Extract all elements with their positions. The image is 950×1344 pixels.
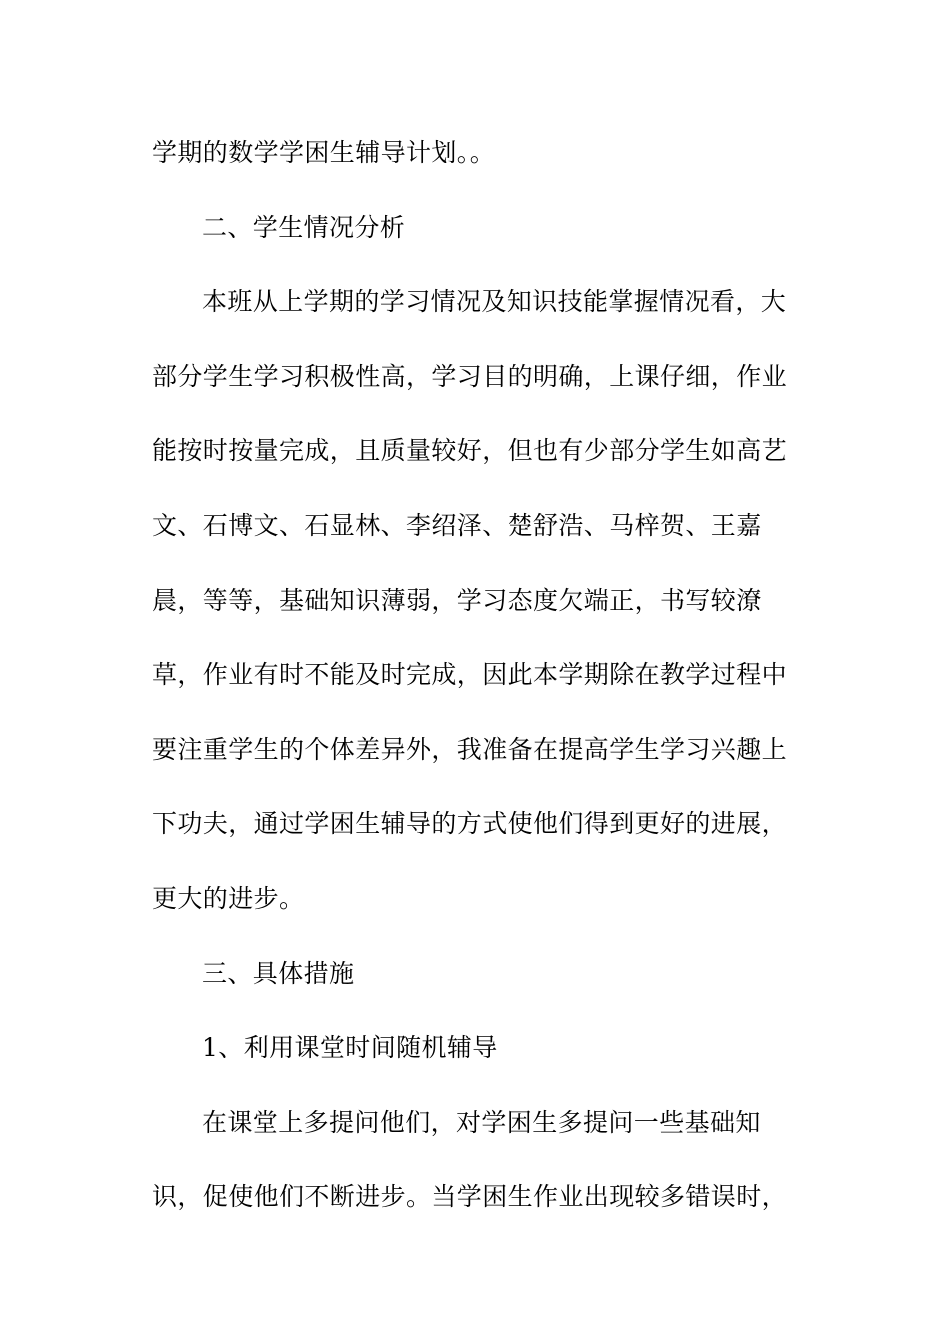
text-line: 能按时按量完成，且质量较好，但也有少部分学生如高艺 bbox=[152, 436, 788, 466]
text-line: 下功夫，通过学困生辅导的方式使他们得到更好的进展， bbox=[152, 809, 788, 839]
text-line: 晨，等等，基础知识薄弱，学习态度欠端正，书写较潦 bbox=[152, 585, 762, 615]
text-line: 文、石博文、石显林、李绍泽、楚舒浩、马梓贺、王嘉 bbox=[152, 510, 762, 540]
text-line: 在课堂上多提问他们，对学困生多提问一些基础知 bbox=[202, 1107, 761, 1137]
text-line: 本班从上学期的学习情况及知识技能掌握情况看，大 bbox=[202, 287, 787, 317]
text-line: 学期的数学学困生辅导计划。。 bbox=[152, 138, 496, 167]
text-line: 更大的进步。 bbox=[152, 883, 305, 913]
document-body bbox=[152, 133, 792, 1252]
text-line: 草，作业有时不能及时完成，因此本学期除在教学过程中 bbox=[152, 660, 788, 690]
section-heading: 二、学生情况分析 bbox=[202, 212, 406, 242]
text-line: 识，促使他们不断进步。当学困生作业出现较多错误时， bbox=[152, 1182, 788, 1212]
subsection-heading: 1、利用课堂时间随机辅导 bbox=[202, 1033, 498, 1063]
text-line: 要注重学生的个体差异外，我准备在提高学生学习兴趣上 bbox=[152, 734, 788, 764]
text-line: 部分学生学习积极性高，学习目的明确，上课仔细，作业 bbox=[152, 361, 788, 391]
section-heading: 三、具体措施 bbox=[202, 958, 355, 988]
